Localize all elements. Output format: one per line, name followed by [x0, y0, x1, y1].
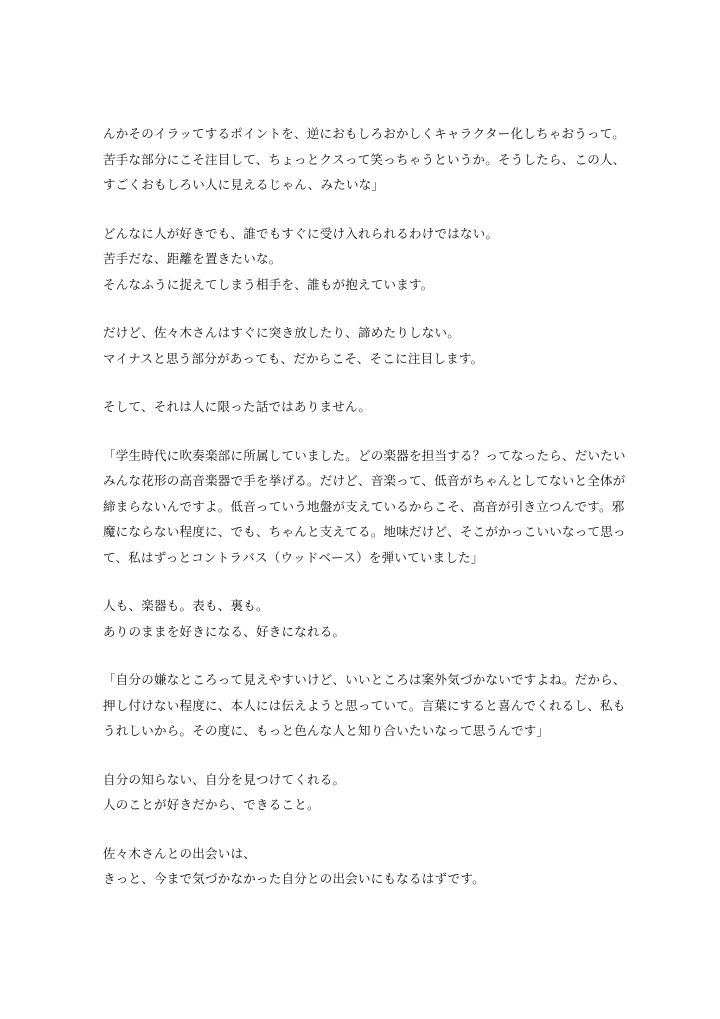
- text-line: そして、それは人に限った話ではありません。: [103, 399, 372, 414]
- paragraph-8: [103, 767, 628, 818]
- text-line: 苦手だな、距離を置きたいな。: [103, 251, 282, 266]
- text-line: うれしいから。その度に、もっと色んな人と知り合いたいなって思うんです」: [103, 723, 550, 738]
- text-line: すごくおもしろい人に見えるじゃん、みたいな」: [103, 177, 385, 192]
- paragraph-5: [103, 443, 628, 571]
- text-line: 押し付けない程度に、本人には伝えようと思っていて。言葉にすると喜んでくれるし、私も: [103, 697, 626, 713]
- text-line: 人のことが好きだから、できること。: [103, 797, 320, 812]
- paragraph-3: [103, 320, 628, 371]
- text-line: 佐々木さんとの出会いは、: [103, 845, 257, 861]
- text-line: て、私はずっとコントラバス（ウッドベース）を弾いていました」: [103, 549, 484, 565]
- text-line: 魔にならない程度に、でも、ちゃんと支えてる。地味だけど、そこがかっこいいなって思っ: [103, 524, 626, 539]
- text-line: どんなに人が好きでも、誰でもすぐに受け入れられるわけではない。: [103, 225, 499, 241]
- document-body: [103, 121, 628, 915]
- text-line: 自分の知らない、自分を見つけてくれる。: [103, 771, 346, 787]
- text-line: そんなふうに捉えてしまう相手を、誰もが抱えています。: [103, 276, 434, 292]
- text-line: 「自分の嫌なところって見えやすいけど、いいところは案外気づかないですよね。だから、: [103, 672, 626, 687]
- paragraph-6: [103, 593, 628, 644]
- text-line: 人も、楽器も。表も、裏も。: [103, 598, 269, 613]
- text-line: きっと、今まで気づかなかった自分との出会いにもなるはずです。: [103, 871, 485, 886]
- paragraph-1: [103, 121, 628, 198]
- text-line: 苦手な部分にこそ注目して、ちょっとクスって笑っちゃうというか。そうしたら、この人、: [103, 151, 626, 167]
- text-line: マイナスと思う部分があっても、だからこそ、そこに注目します。: [103, 350, 484, 366]
- paragraph-2: [103, 221, 628, 298]
- text-line: だけど、佐々木さんはすぐに突き放したり、諦めたりしない。: [103, 325, 461, 340]
- text-line: 締まらないんですよ。低音っていう地盤が支えているからこそ、高音が引き立つんです。邪: [103, 498, 625, 514]
- paragraph-9: [103, 841, 628, 892]
- text-line: 「学生時代に吹奏楽部に所属していました。どの楽器を担当する？ってなったら、だいたい: [103, 447, 626, 463]
- paragraph-7: [103, 667, 628, 744]
- text-line: ありのままを好きになる、好きになれる。: [103, 623, 346, 639]
- paragraph-4: [103, 394, 628, 420]
- text-line: みんな花形の高音楽器で手を挙げる。だけど、音楽って、低音がちゃんとしてないと全体が: [103, 473, 626, 488]
- text-line: んかそのイラッてするポイントを、逆におもしろおかしくキャラクター化しちゃおうって。: [103, 126, 626, 141]
